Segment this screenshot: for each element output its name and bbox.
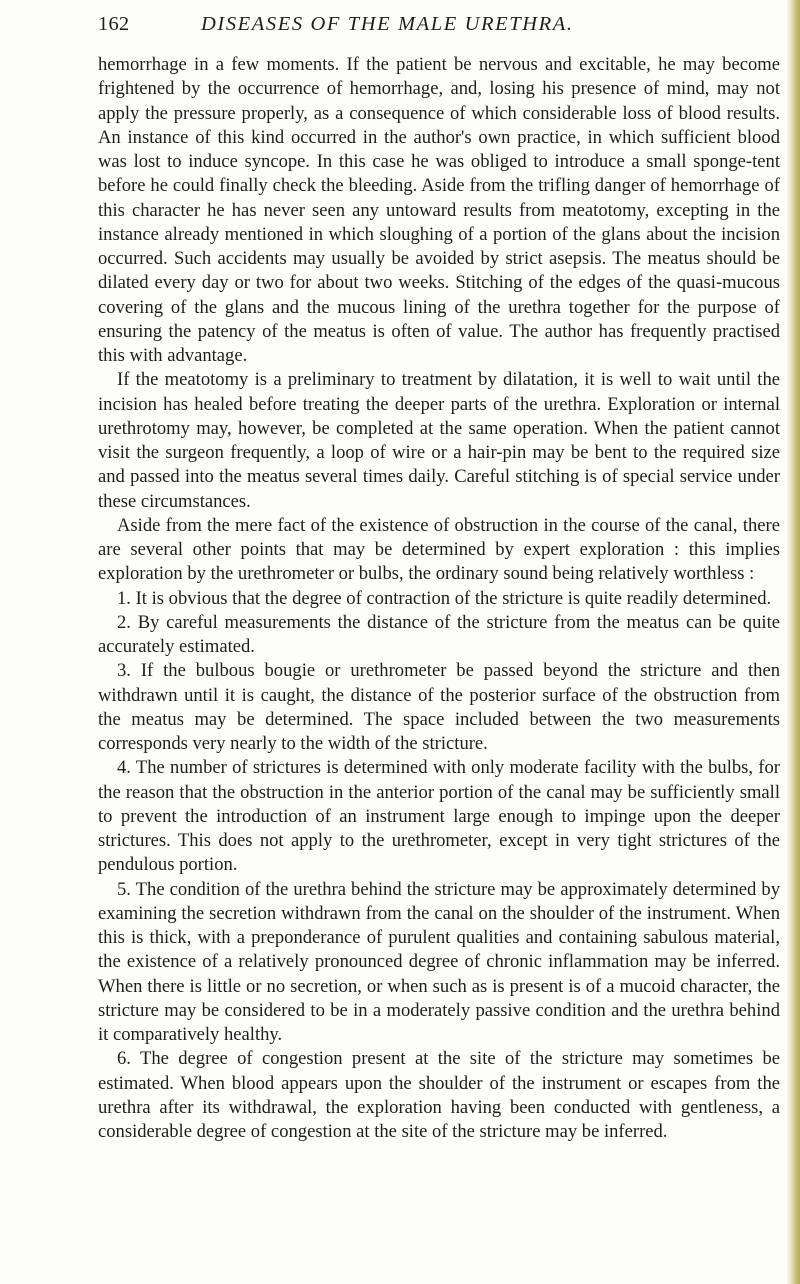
running-head: DISEASES OF THE MALE URETHRA. [201,13,574,35]
list-item: 4. The number of strictures is determined with only moderate facility with the bulbs, for the reason that the obstruction in the anterior portion of the canal may be sufficiently small to prevent the introduction of an instrument large enough to impinge upon the deeper strictures. This does not apply to the urethrometer, except in very tight strictures of the pendulous portion. [98,757,780,876]
paragraph-continued: hemorrhage in a few moments. If the patient be nervous and excitable, he may become frightened by the occurrence of hemorrhage, and, losing his presence of mind, may not apply the pressure properly, as a consequence of which considerable loss of blood results. An instance of this kind occurred in the author's own practice, in which sufficient blood was lost to induce syncope. In this case he was obliged to introduce a small sponge-tent before he could finally check the bleeding. Aside from the trifling danger of hemorrhage of this character he has never seen any untoward results from meatotomy, excepting in the instance already mentioned in which sloughing of a portion of the glans about the incision occurred. Such accidents may usually be avoided by strict asepsis. The meatus should be dilated every day or two for about two weeks. Stitching of the edges of the quasi-mucous covering of the glans and the mucous lining of the urethra together for the purpose of ensuring the patency of the meatus is often of value. The author has frequently practised this with advantage. [98,54,780,366]
list-item: 1. It is obvious that the degree of contraction of the stricture is quite readily determined. [117,587,772,609]
list-item: 3. If the bulbous bougie or urethrometer be passed beyond the stricture and then withdrawn until it is caught, the distance of the posterior surface of the obstruction from the meatus may be determined. The space included between the two measurements corresponds very nearly to the width of the stricture. [98,660,780,754]
paragraph: Aside from the mere fact of the existence of obstruction in the course of the canal, there are several other points that may be determined by expert exploration : this implies exploration by the urethrometer or bulbs, the ordinary sound being relatively worthless : [98,514,780,585]
page-edge [786,0,800,1284]
page-number: 162 [98,13,130,35]
list-item: 5. The condition of the urethra behind the stricture may be approximately determined by examining the secretion withdrawn from the canal on the shoulder of the instrument. When this is thick, with a preponderance of purulent qualities and containing sabulous material, the existence of a relatively pronounced degree of chronic inflammation may be inferred. When there is little or no secretion, or when such as is present is of a mucoid character, the stricture may be considered to be in a moderately passive condition and the urethra behind it comparatively healthy. [98,878,780,1045]
page-header [98,9,778,39]
body-text [98,53,780,1144]
list-item: 6. The degree of congestion present at the site of the stricture may sometimes be estimated. When blood appears upon the shoulder of the instrument or escapes from the urethra after its withdrawal, the exploration having been conducted with gentleness, a considerable degree of congestion at the site of the stricture may be inferred. [98,1048,780,1142]
paragraph: If the meatotomy is a preliminary to treatment by dilatation, it is well to wait until the incision has healed before treating the deeper parts of the urethra. Exploration or internal urethrotomy may, however, be completed at the same operation. When the patient cannot visit the surgeon frequently, a loop of wire or a hair-pin may be bent to the required size and passed into the meatus several times daily. Careful stitching is of special service under these circumstances. [98,369,780,512]
list-item: 2. By careful measurements the distance of the stricture from the meatus can be quite accurately estimated. [98,611,780,657]
